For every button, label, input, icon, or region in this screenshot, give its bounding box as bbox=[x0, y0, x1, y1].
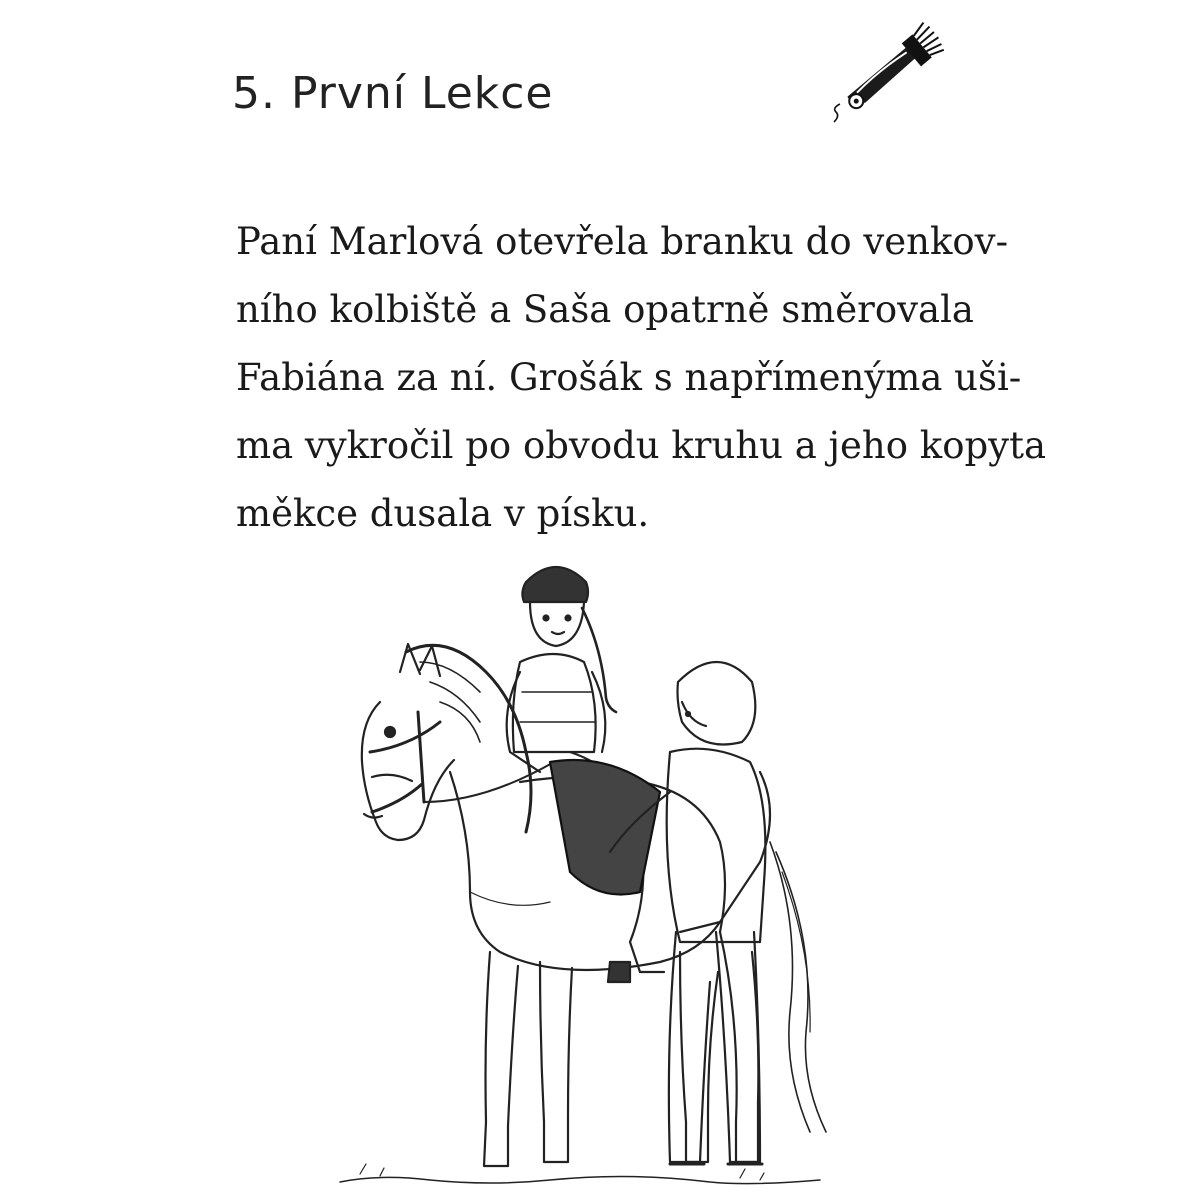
chapter-title: 5. První Lekce bbox=[232, 68, 554, 119]
grooming-brush-icon bbox=[812, 4, 962, 144]
paragraph-line: ma vykročil po obvodu kruhu a jeho kopyta bbox=[236, 424, 1047, 467]
paragraph-line: Fabiána za ní. Grošák s napřímenýma uši- bbox=[236, 356, 1022, 399]
paragraph-line: ního kolbiště a Saša opatrně směrovala bbox=[236, 288, 974, 331]
chapter-paragraph bbox=[236, 208, 1047, 548]
paragraph-line: Paní Marlová otevřela branku do venkov- bbox=[236, 220, 1009, 263]
paragraph-line: měkce dusala v písku. bbox=[236, 492, 650, 535]
girl-on-pony-illustration bbox=[320, 552, 840, 1200]
